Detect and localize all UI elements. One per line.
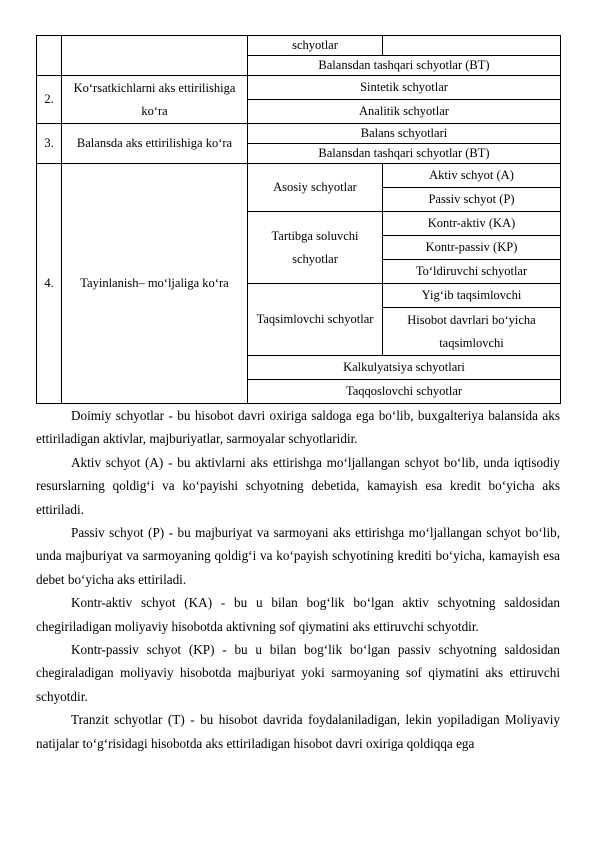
table-cell: Balansdan tashqari schyotlar (BT) [248,56,561,76]
table-cell [37,36,62,76]
group-cell: Asosiy schyotlar [248,164,383,212]
body-text [36,404,560,755]
group-cell: Taqsimlovchi schyotlar [248,284,383,356]
table-cell: Balansdan tashqari schyotlar (BT) [248,144,561,164]
table-cell: Yig‘ib taqsimlovchi [383,284,561,308]
table-cell: Sintetik schyotlar [248,76,561,100]
paragraph: Kontr-passiv schyot (KP) - bu u bilan bog‘lik bo‘lgan passiv schyotning saldosidan chegiraladigan moliyaviy hisobotda majburiyat yoki sarmoyaning sof qiymatini aks ettiruvchi schyotdir. [36,642,560,704]
row-number: 2. [37,76,62,124]
paragraph: Tranzit schyotlar (T) - bu hisobot davrida foydalaniladigan, lekin yopiladigan Moliyaviy natijalar to‘g‘risidagi hisobotda aks ettiriladigan hisobot davri oxiriga qoldiqqa ega [36,712,560,751]
table-cell: Kalkulyatsiya schyotlari [248,356,561,380]
paragraph: Passiv schyot (P) - bu majburiyat va sarmoyani aks ettirishga mo‘ljallangan schyot bo‘lib, unda majburiyat va sarmoyaning qoldig‘i va ko‘payish schyotining krediti bo‘yicha, kamayish esa debet bo‘yicha aks ettiriladi. [36,525,560,587]
table-cell [383,36,561,56]
paragraph: Kontr-aktiv schyot (KA) - bu u bilan bog‘lik bo‘lgan aktiv schyotning saldosidan chegiriladigan moliyaviy hisobotda aktivning sof qiymatini aks ettiruvchi schyotdir. [36,595,560,634]
criterion-cell: Ko‘rsatkichlarni aks ettirilishiga ko‘ra [62,76,248,124]
document-page [36,35,560,755]
table-cell: Kontr-aktiv (KA) [383,212,561,236]
table-cell: Balans schyotlari [248,124,561,144]
table-cell [62,36,248,76]
criterion-cell: Balansda aks ettirilishiga ko‘ra [62,124,248,164]
table-row [37,76,561,100]
row-number: 3. [37,124,62,164]
classification-table [36,35,561,404]
group-cell: Tartibga soluvchi schyotlar [248,212,383,284]
table-row [37,124,561,144]
table-cell: Kontr-passiv (KP) [383,236,561,260]
paragraph: Aktiv schyot (A) - bu aktivlarni aks ettirishga mo‘ljallangan schyot bo‘lib, unda iqtisodiy resurslarning qoldig‘i va ko‘payishi schyotning debetida, kamayish esa kredit bo‘yicha aks ettiriladi. [36,454,560,517]
table-cell: Passiv schyot (P) [383,188,561,212]
table-cell: schyotlar [248,36,383,56]
table-cell: Aktiv schyot (A) [383,164,561,188]
table-cell: Taqqoslovchi schyotlar [248,380,561,404]
table-cell: Analitik schyotlar [248,100,561,124]
paragraph: Doimiy schyotlar - bu hisobot davri oxiriga saldoga ega bo‘lib, buxgalteriya balansida aks ettiriladigan aktivlar, majburiyatlar, sarmoyalar schyotlaridir. [36,408,560,447]
table-row [37,164,561,188]
table-cell: To‘ldiruvchi schyotlar [383,260,561,284]
criterion-cell: Tayinlanish– mo‘ljaliga ko‘ra [62,164,248,404]
row-number: 4. [37,164,62,404]
table-cell: Hisobot davrlari bo‘yicha taqsimlovchi [383,308,561,356]
table-row [37,36,561,56]
